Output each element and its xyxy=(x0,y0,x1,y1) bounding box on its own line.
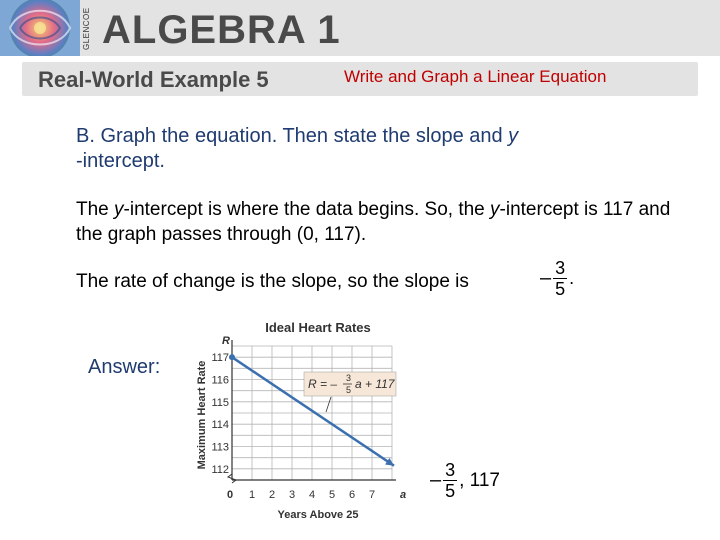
y-tick-label: 114 xyxy=(211,419,229,432)
slope-paragraph: The rate of change is the slope, so the slope is xyxy=(76,271,469,292)
example-label: Real-World Example 5 xyxy=(38,67,269,92)
part-text-1: Graph the equation. Then state the slope and xyxy=(94,125,509,147)
annotation-num: 3 xyxy=(346,373,352,383)
annotation-lhs: R = – xyxy=(308,377,338,391)
y-tick-label: 112 xyxy=(211,463,229,476)
y-tick-label: 117 xyxy=(211,352,229,365)
answer-numerator: 3 xyxy=(445,460,456,480)
chart-series xyxy=(229,354,394,466)
x-tick-label: 3 xyxy=(288,489,296,501)
course-title: ALGEBRA 1 xyxy=(102,8,341,52)
chart-ticks xyxy=(211,335,406,501)
annotation-den: 5 xyxy=(346,385,352,395)
publisher-mark: GLENCOE xyxy=(82,7,91,50)
y-axis-variable: R xyxy=(222,335,230,347)
part-letter: B. xyxy=(76,125,95,147)
para1-var-y-a: y xyxy=(114,199,124,220)
chart-title: Ideal Heart Rates xyxy=(265,320,371,335)
y-tick-label: 115 xyxy=(211,396,229,409)
para1-var-y-b: y xyxy=(490,199,500,220)
para1-text-a: The xyxy=(76,199,115,220)
origin-label: 0 xyxy=(226,489,234,501)
lesson-title: Write and Graph a Linear Equation xyxy=(344,67,607,86)
slope-numerator: 3 xyxy=(555,258,566,278)
answer-denominator: 5 xyxy=(445,481,456,501)
series-start-point xyxy=(229,354,235,360)
slope-sign: – xyxy=(540,267,552,289)
x-tick-label: 4 xyxy=(308,489,316,501)
para1-text-c: -intercept is 117 and the graph passes through (0, 117). xyxy=(76,199,671,245)
part-text-2: -intercept. xyxy=(76,150,165,172)
x-tick-label: 6 xyxy=(348,489,356,501)
answer-intercept: , 117 xyxy=(459,469,500,491)
para1-text-b: -intercept is where the data begins. So, the xyxy=(123,199,491,220)
answer-label: Answer: xyxy=(88,356,161,378)
equation-annotation xyxy=(304,372,396,412)
slope-period: . xyxy=(569,268,575,288)
annotation-pointer xyxy=(326,397,331,412)
annotation-rhs: a + 117 xyxy=(355,377,395,391)
part-var-y: y xyxy=(508,125,519,147)
y-axis-label: Maximum Heart Rate xyxy=(196,360,208,470)
answer-sign: – xyxy=(430,469,442,491)
chart-grid xyxy=(232,346,392,480)
x-axis-label: Years Above 25 xyxy=(277,509,359,521)
y-tick-label: 113 xyxy=(211,441,229,454)
x-axis-variable: a xyxy=(400,489,407,501)
x-tick-label: 5 xyxy=(328,489,336,501)
x-tick-label: 1 xyxy=(248,489,256,501)
x-tick-label: 2 xyxy=(268,489,276,501)
slope-denominator: 5 xyxy=(555,279,566,299)
x-tick-label: 7 xyxy=(368,489,376,501)
y-tick-label: 116 xyxy=(211,374,229,387)
